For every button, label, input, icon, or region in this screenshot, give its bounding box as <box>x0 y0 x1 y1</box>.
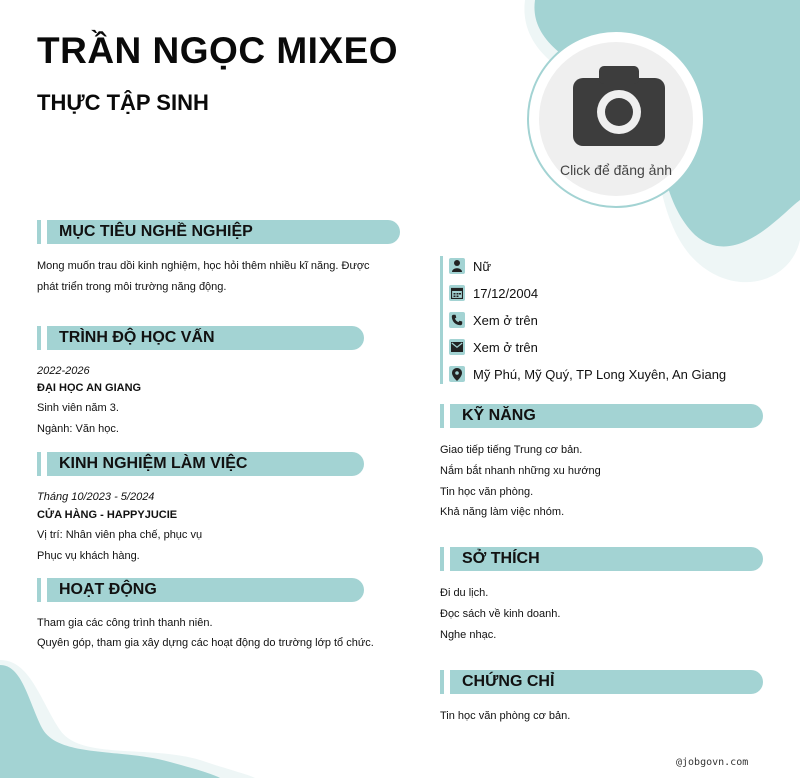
skills-line: Khả năng làm việc nhóm. <box>440 506 565 518</box>
location-icon <box>449 366 465 382</box>
photo-placeholder <box>539 42 693 196</box>
contact-address <box>449 365 726 383</box>
education-line: Ngành: Văn học. <box>37 423 119 435</box>
experience-line: Vị trí: Nhân viên pha chế, phục vụ <box>37 529 203 541</box>
contact-phone <box>449 311 538 329</box>
hobbies-line: Đi du lịch. <box>440 587 489 599</box>
hobbies-title: SỞ THÍCH <box>450 547 763 571</box>
certificates-line: Tin học văn phòng cơ bản. <box>440 710 571 722</box>
skills-line: Nắm bắt nhanh những xu hướng <box>440 465 601 477</box>
mail-icon <box>449 339 465 355</box>
phone-icon <box>449 312 465 328</box>
contact-birthdate <box>449 284 538 302</box>
camera-icon <box>571 64 667 148</box>
objective-title: MỤC TIÊU NGHỀ NGHIỆP <box>47 220 400 244</box>
hobbies-line: Đọc sách về kinh doanh. <box>440 608 561 620</box>
experience-period: Tháng 10/2023 - 5/2024 <box>37 491 155 503</box>
photo-upload-button[interactable] <box>527 30 705 208</box>
certificates-title: CHỨNG CHỈ <box>450 670 763 694</box>
education-line: Sinh viên năm 3. <box>37 402 119 414</box>
person-icon <box>449 258 465 274</box>
contact-email <box>449 338 538 356</box>
education-period: 2022-2026 <box>37 365 90 377</box>
skills-line: Tin học văn phòng. <box>440 486 534 498</box>
contact-gender <box>449 257 491 275</box>
education-school: ĐẠI HỌC AN GIANG <box>37 382 142 394</box>
contact-accent-bar <box>440 256 443 384</box>
hobbies-line: Nghe nhạc. <box>440 629 497 641</box>
skills-title: KỸ NĂNG <box>450 404 763 428</box>
candidate-role: THỰC TẬP SINH <box>37 90 209 115</box>
activities-line: Quyên góp, tham gia xây dựng các hoạt động do trường lớp tổ chức. <box>37 637 374 649</box>
footer-watermark: @jobgovn.com <box>676 757 749 768</box>
objective-line: Mong muốn trau dồi kinh nghiệm, học hỏi thêm nhiều kĩ năng. Được <box>37 260 370 272</box>
photo-caption: Click để đăng ảnh <box>559 162 673 178</box>
skills-line: Giao tiếp tiếng Trung cơ bản. <box>440 444 583 456</box>
calendar-icon <box>449 285 465 301</box>
contact-text: Xem ở trên <box>473 312 538 328</box>
activities-title: HOẠT ĐỘNG <box>47 578 364 602</box>
contact-text: 17/12/2004 <box>473 285 539 301</box>
contact-text: Nữ <box>473 258 492 274</box>
activities-line: Tham gia các công trình thanh niên. <box>37 617 213 629</box>
objective-line: phát triển trong môi trường năng động. <box>37 281 227 293</box>
experience-line: Phục vụ khách hàng. <box>37 550 140 562</box>
contact-text: Xem ở trên <box>473 339 538 355</box>
experience-title: KINH NGHIỆM LÀM VIỆC <box>47 452 364 476</box>
education-title: TRÌNH ĐỘ HỌC VẤN <box>47 326 364 350</box>
candidate-name: TRẦN NGỌC MIXEO <box>37 30 399 71</box>
experience-company: CỬA HÀNG - HAPPYJUCIE <box>37 509 178 521</box>
contact-text: Mỹ Phú, Mỹ Quý, TP Long Xuyên, An Giang <box>473 366 727 382</box>
